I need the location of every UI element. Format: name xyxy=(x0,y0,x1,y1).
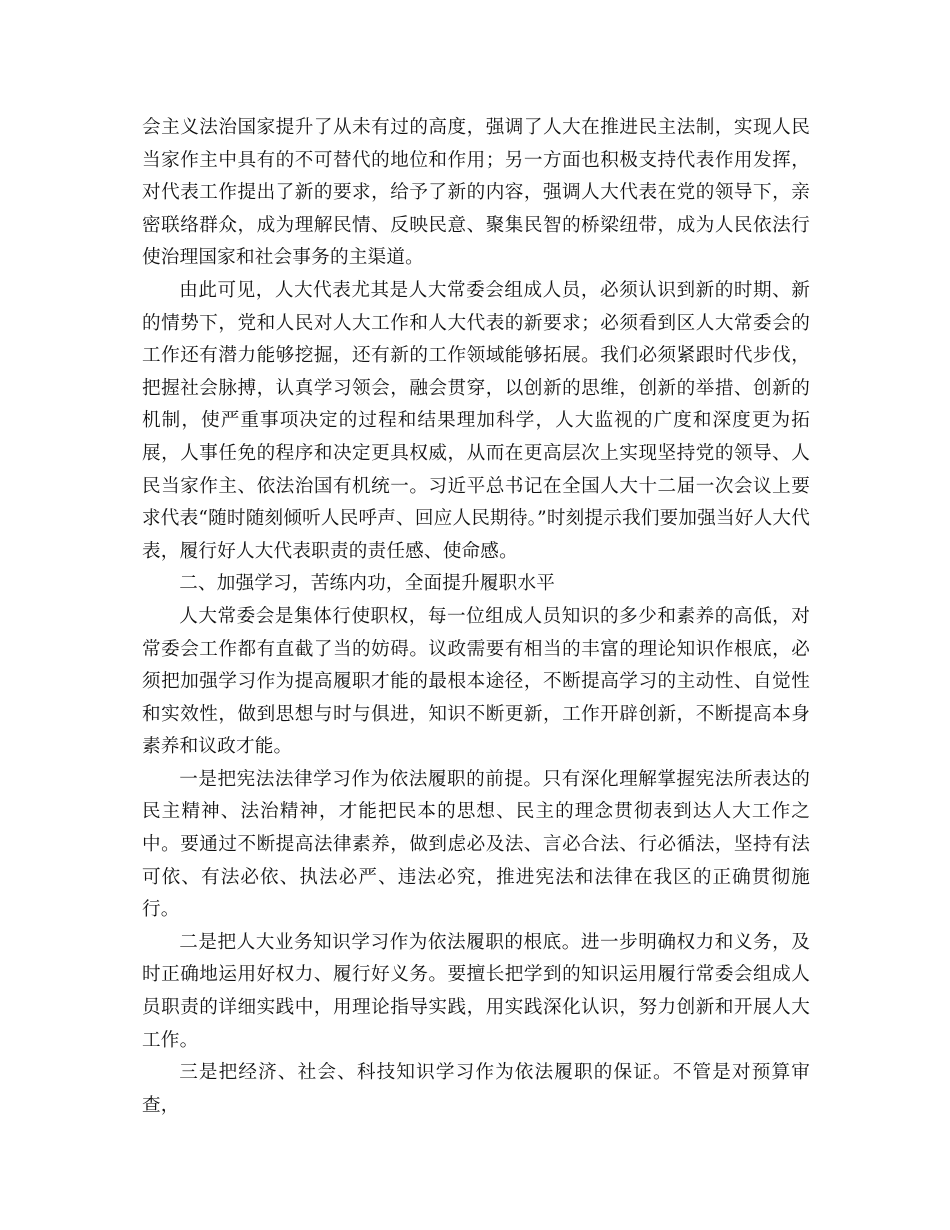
paragraph-point-three-economy: 三是把经济、社会、科技知识学习作为依法履职的保证。不管是对预算审查， xyxy=(142,1062,810,1116)
paragraph-point-one-constitution: 一是把宪法法律学习作为依法履职的前提。只有深化理解掌握宪法所表达的民主精神、法治精神，才能把民本的思想、民主的理念贯彻表到达人大工作之中。要通过不断提高法律素养，做到虑必及法、言必合法、行必循法，坚持有法可依、有法必依、执法必严、违法必究，推进宪法和法律在我区的正确贯彻施行。 xyxy=(142,768,810,921)
paragraph-collective-duty: 人大常委会是集体行使职权，每一位组成人员知识的多少和素养的高低，对常委会工作都有直截了当的妨碍。议政需要有相当的丰富的理论知识作根底，必须把加强学习作为提高履职才能的最根本途径，不断提高学习的主动性、自觉性和实效性，做到思想与时与俱进，知识不断更新，工作开辟创新，不断提高本身素养和议政才能。 xyxy=(142,605,810,758)
section-heading-strengthen-learning: 二、加强学习，苦练内功，全面提升履职水平 xyxy=(179,573,556,595)
paragraph-point-two-business-knowledge: 二是把人大业务知识学习作为依法履职的根底。进一步明确权力和义务，及时正确地运用好权力、履行好义务。要擅长把学到的知识运用履行常委会组成人员职责的详细实践中，用理论指导实践，用实践深化认识，努力创新和开展人大工作。 xyxy=(142,931,810,1051)
document-body xyxy=(142,112,810,1122)
paragraph-new-era-requirements: 由此可见，人大代表尤其是人大常委会组成人员，必须认识到新的时期、新的情势下，党和人民对人大工作和人大代表的新要求；必须看到区人大常委会的工作还有潜力能够挖掘，还有新的工作领域能够拓展。我们必须紧跟时代步伐，把握社会脉搏，认真学习领会，融会贯穿，以创新的思维，创新的举措、创新的机制，使严重事项决定的过程和结果理加科学，人大监视的广度和深度更为拓展，人事任免的程序和决定更具权威，从而在更高层次上实现坚持党的领导、人民当家作主、依法治国有机统一。习近平总书记在全国人大十二届一次会议上要求代表“随时随刻倾听人民呼声、回应人民期待。”时刻提示我们要加强当好人大代表，履行好人大代表职责的责任感、使命感。 xyxy=(142,279,810,562)
paragraph-continuation: 会主义法治国家提升了从未有过的高度，强调了人大在推进民主法制，实现人民当家作主中具有的不可替代的地位和作用；另一方面也积极支持代表作用发挥，对代表工作提出了新的要求，给予了新的内容，强调人大代表在党的领导下，亲密联络群众，成为理解民情、反映民意、聚集民智的桥梁纽带，成为人民依法行使治理国家和社会事务的主渠道。 xyxy=(142,117,810,269)
